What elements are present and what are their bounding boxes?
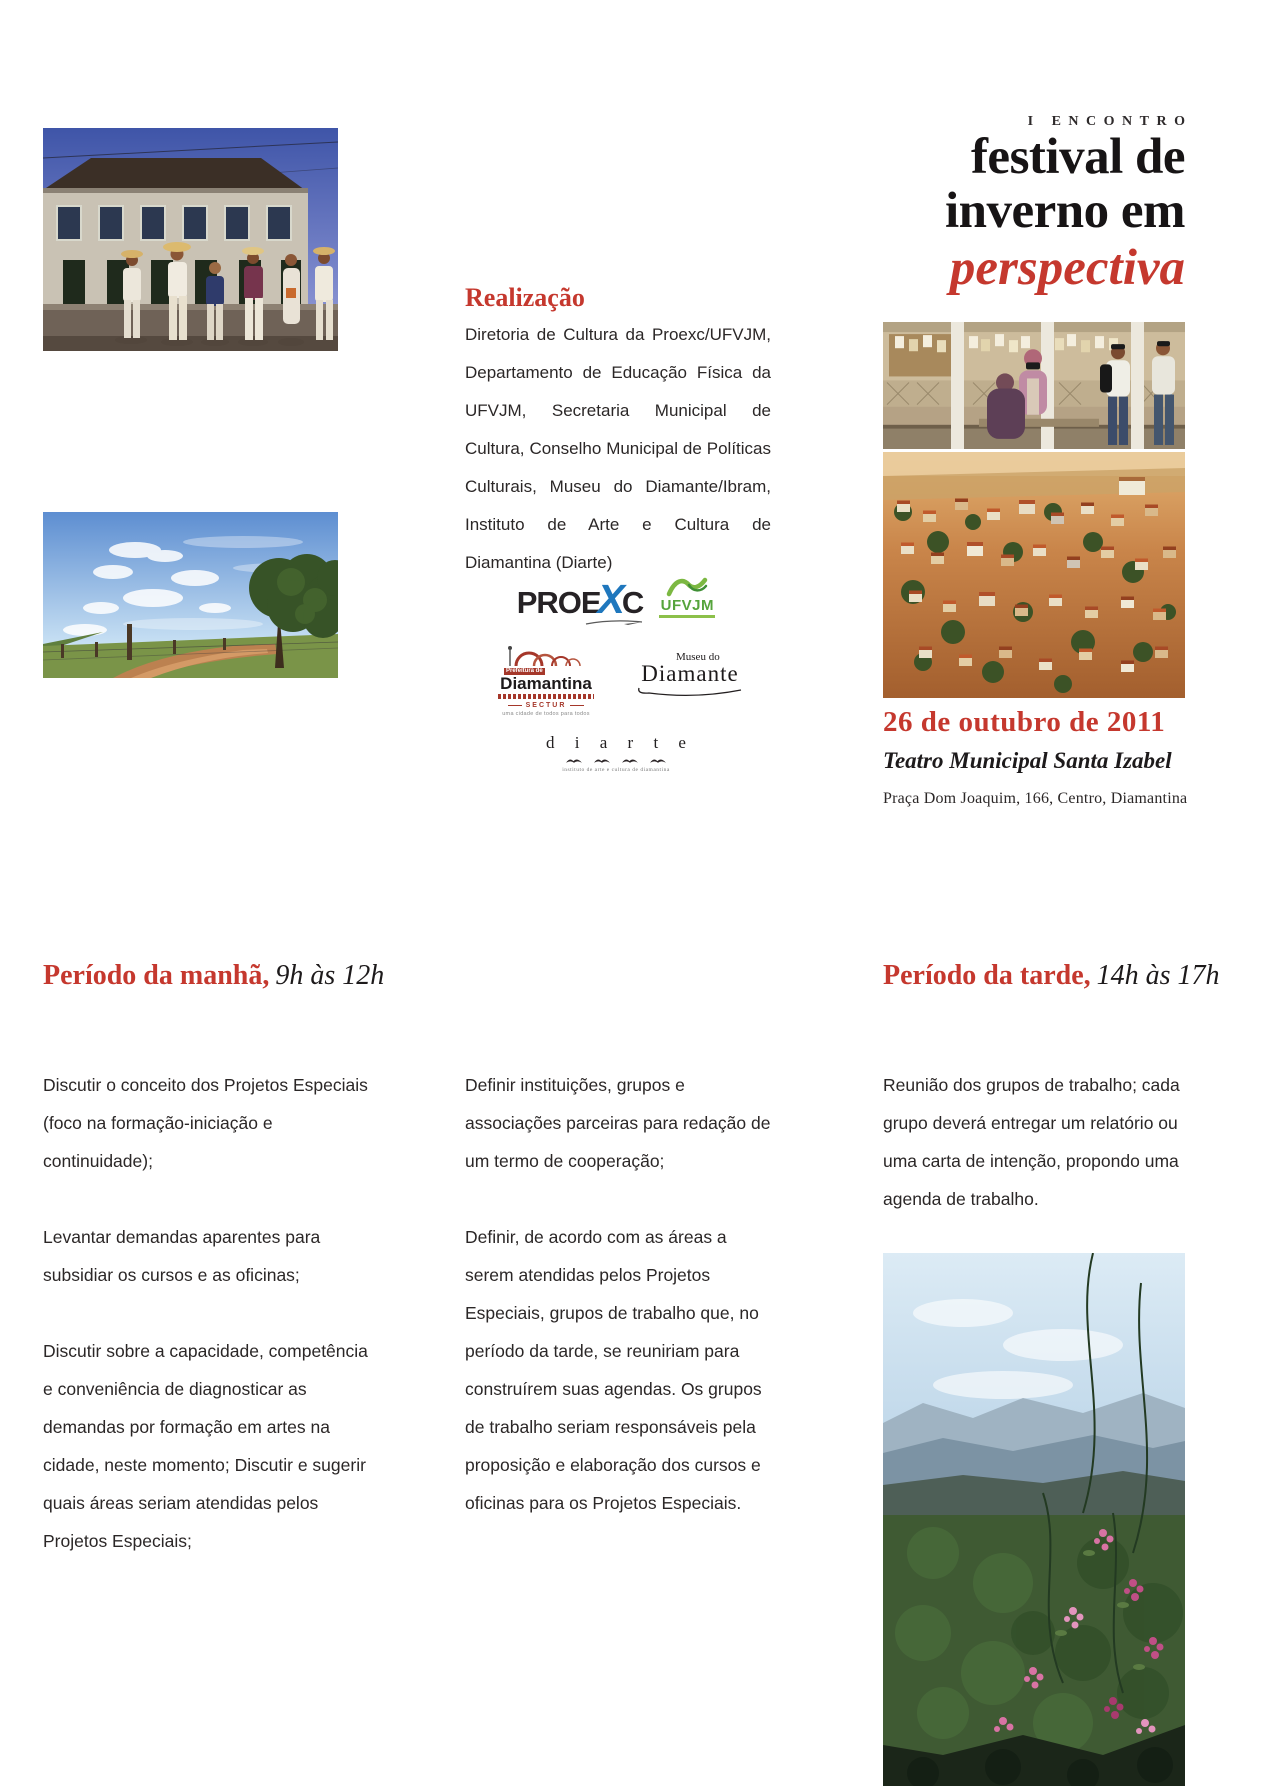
paragraph: Discutir sobre a capacidade, competência e conveniência de diagnosticar as demandas por formação em artes na cidade, neste momento; Discutir e sugerir quais áreas seriam atendidas pelos Projetos Especiais;	[43, 1341, 368, 1551]
arches-icon	[504, 638, 588, 668]
afternoon-heading-label: Período da tarde,	[883, 960, 1091, 991]
event-date: 26 de outubro de 2011	[883, 706, 1166, 738]
bird-icon	[565, 756, 583, 765]
proexc-logo	[516, 576, 644, 622]
paragraph: Reunião dos grupos de trabalho; cada grupo deverá entregar um relatório ou uma carta de intenção, propondo uma agenda de trabalho.	[883, 1075, 1180, 1209]
proexc-swoosh-icon	[583, 618, 645, 626]
title-kicker: I ENCONTRO	[1027, 114, 1193, 129]
paragraph: Discutir o conceito dos Projetos Especiais (foco na formação-iniciação e continuidade);	[43, 1075, 368, 1171]
ufvjm-bar	[659, 615, 715, 618]
bird-icon	[621, 756, 639, 765]
event-address: Praça Dom Joaquim, 166, Centro, Diamantina	[883, 790, 1188, 807]
photo-capoeira-group	[43, 128, 338, 351]
paragraph: Definir instituições, grupos e associações parceiras para redação de um termo de cooperação;	[465, 1075, 771, 1171]
morning-heading-time: 9h às 12h	[275, 960, 385, 991]
bird-icon	[649, 756, 667, 765]
bird-icon	[593, 756, 611, 765]
logo-row-1	[445, 576, 787, 620]
paragraph: Definir, de acordo com as áreas a serem atendidas pelos Projetos Especiais, grupos de trabalho que, no período da tarde, se reuniriam para construírem suas agendas. Os grupos de trabalho seriam responsáveis pela proposição e elaboração dos cursos e oficinas para os Projetos Especiais.	[465, 1227, 762, 1513]
photo-hillside-town	[883, 452, 1185, 698]
logo-row-3	[445, 733, 787, 773]
museu-large-text: Diamante	[641, 661, 739, 686]
title-block	[863, 114, 1193, 298]
event-block	[883, 706, 1193, 808]
ufvjm-logo	[659, 576, 715, 620]
photo-corridor-people	[883, 322, 1185, 449]
diamantina-name: Diamantina	[500, 674, 592, 693]
diarte-logo	[546, 733, 694, 773]
diarte-birds	[546, 756, 686, 765]
logo-row-2	[445, 638, 787, 717]
diamantina-prefeitura-label: Prefeitura de	[506, 668, 543, 674]
diarte-subtitle: instituto de arte e cultura de diamantina	[562, 767, 670, 773]
title-line-2: inverno em	[944, 183, 1185, 239]
morning-column-1	[43, 1066, 375, 1598]
sectur-label: SECTUR	[486, 702, 606, 709]
realizacao-body: Diretoria de Cultura da Proexc/UFVJM, Departamento de Educação Física da UFVJM, Secretaria Municipal de Cultura, Conselho Municipal de Políticas Culturais, Museu do Diamante/Ibram, Instituto de Arte e Cultura de Diamantina (Diarte)	[465, 325, 771, 572]
afternoon-heading-time: 14h às 17h	[1096, 960, 1220, 991]
proexc-text-right: C	[621, 585, 644, 620]
title-line-3: perspectiva	[949, 240, 1185, 296]
diamantina-tagline: uma cidade de todos para todos	[502, 711, 590, 717]
afternoon-heading	[883, 960, 1220, 992]
photo-flowers-valley	[883, 1253, 1185, 1786]
realizacao-heading: Realização	[465, 283, 585, 312]
morning-heading-label: Período da manhã,	[43, 960, 270, 991]
logo-cluster	[445, 576, 787, 773]
proexc-x: X	[597, 576, 625, 622]
morning-heading	[43, 960, 384, 992]
ufvjm-label: UFVJM	[660, 597, 714, 614]
title-line-1: festival de	[970, 129, 1185, 185]
museu-small-text: Museu do	[676, 651, 720, 663]
paragraph: Levantar demandas aparentes para subsidiar os cursos e as oficinas;	[43, 1227, 321, 1285]
photo-rural-landscape	[43, 512, 338, 678]
museu-swoosh-icon	[634, 685, 746, 697]
diarte-label: d i a r t e	[546, 733, 694, 752]
museu-do-diamante-logo	[634, 638, 746, 697]
afternoon-column	[883, 1066, 1191, 1256]
proexc-text-left: PROE	[516, 585, 601, 620]
morning-column-2	[465, 1066, 775, 1560]
ufvjm-ribbon-icon	[665, 576, 709, 598]
diamantina-sectur-logo	[486, 638, 606, 717]
diamantina-band	[498, 694, 594, 699]
event-venue: Teatro Municipal Santa Izabel	[883, 748, 1172, 773]
